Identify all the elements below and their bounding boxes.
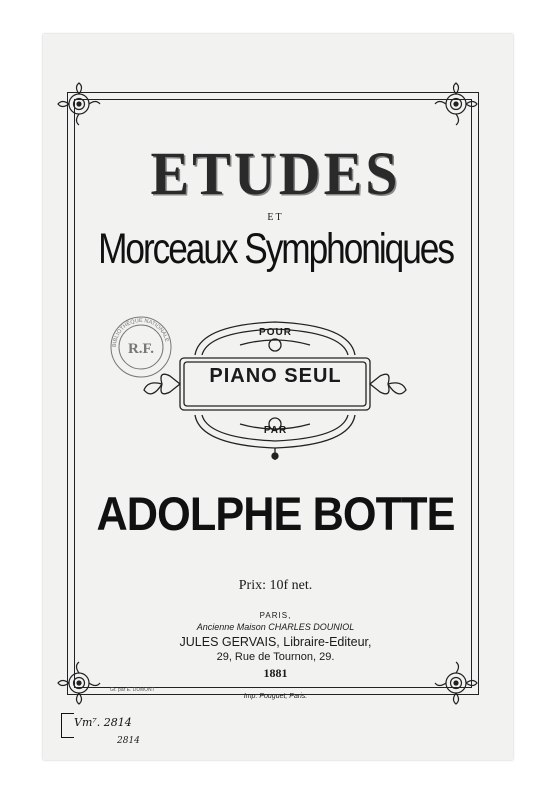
instrument-par: PAR (263, 425, 288, 436)
title-main: ETUDES (150, 139, 401, 208)
publisher-former-house: Ancienne Maison CHARLES DOUNIOL (196, 622, 355, 632)
corner-ornament-top-left (56, 81, 102, 127)
publisher-address: 29, Rue de Tournon, 29. (216, 651, 335, 663)
publisher-name: JULES GERVAIS, Libraire-Editeur, (179, 635, 372, 649)
shelfmark-bracket (61, 713, 74, 738)
shelfmark-primary: Vm⁷. 2814 (74, 716, 132, 729)
instrument-label: PIANO SEUL (209, 365, 342, 387)
author-name: ADOLPHE BOTTE (96, 487, 455, 540)
library-stamp (108, 307, 174, 387)
shelfmark-secondary: 2814 (117, 736, 140, 746)
stamp-ring-text: BIBLIOTHÈQUE NATIONALE (111, 317, 170, 348)
instrument-pour: POUR (259, 327, 292, 338)
stamp-monogram: R.F. (127, 341, 155, 357)
price: Prix: 10f net. (238, 578, 313, 593)
engraver-credit: Gr. par E. DUMONT (110, 687, 155, 693)
title-connector: ET (267, 212, 284, 223)
publisher-city: PARIS, (259, 611, 292, 620)
printer-credit: Imp. Pouguet, Paris. (243, 693, 308, 700)
title-subtitle: Morceaux Symphoniques (98, 225, 453, 273)
corner-ornament-top-right (433, 81, 479, 127)
publication-year: 1881 (263, 666, 288, 680)
